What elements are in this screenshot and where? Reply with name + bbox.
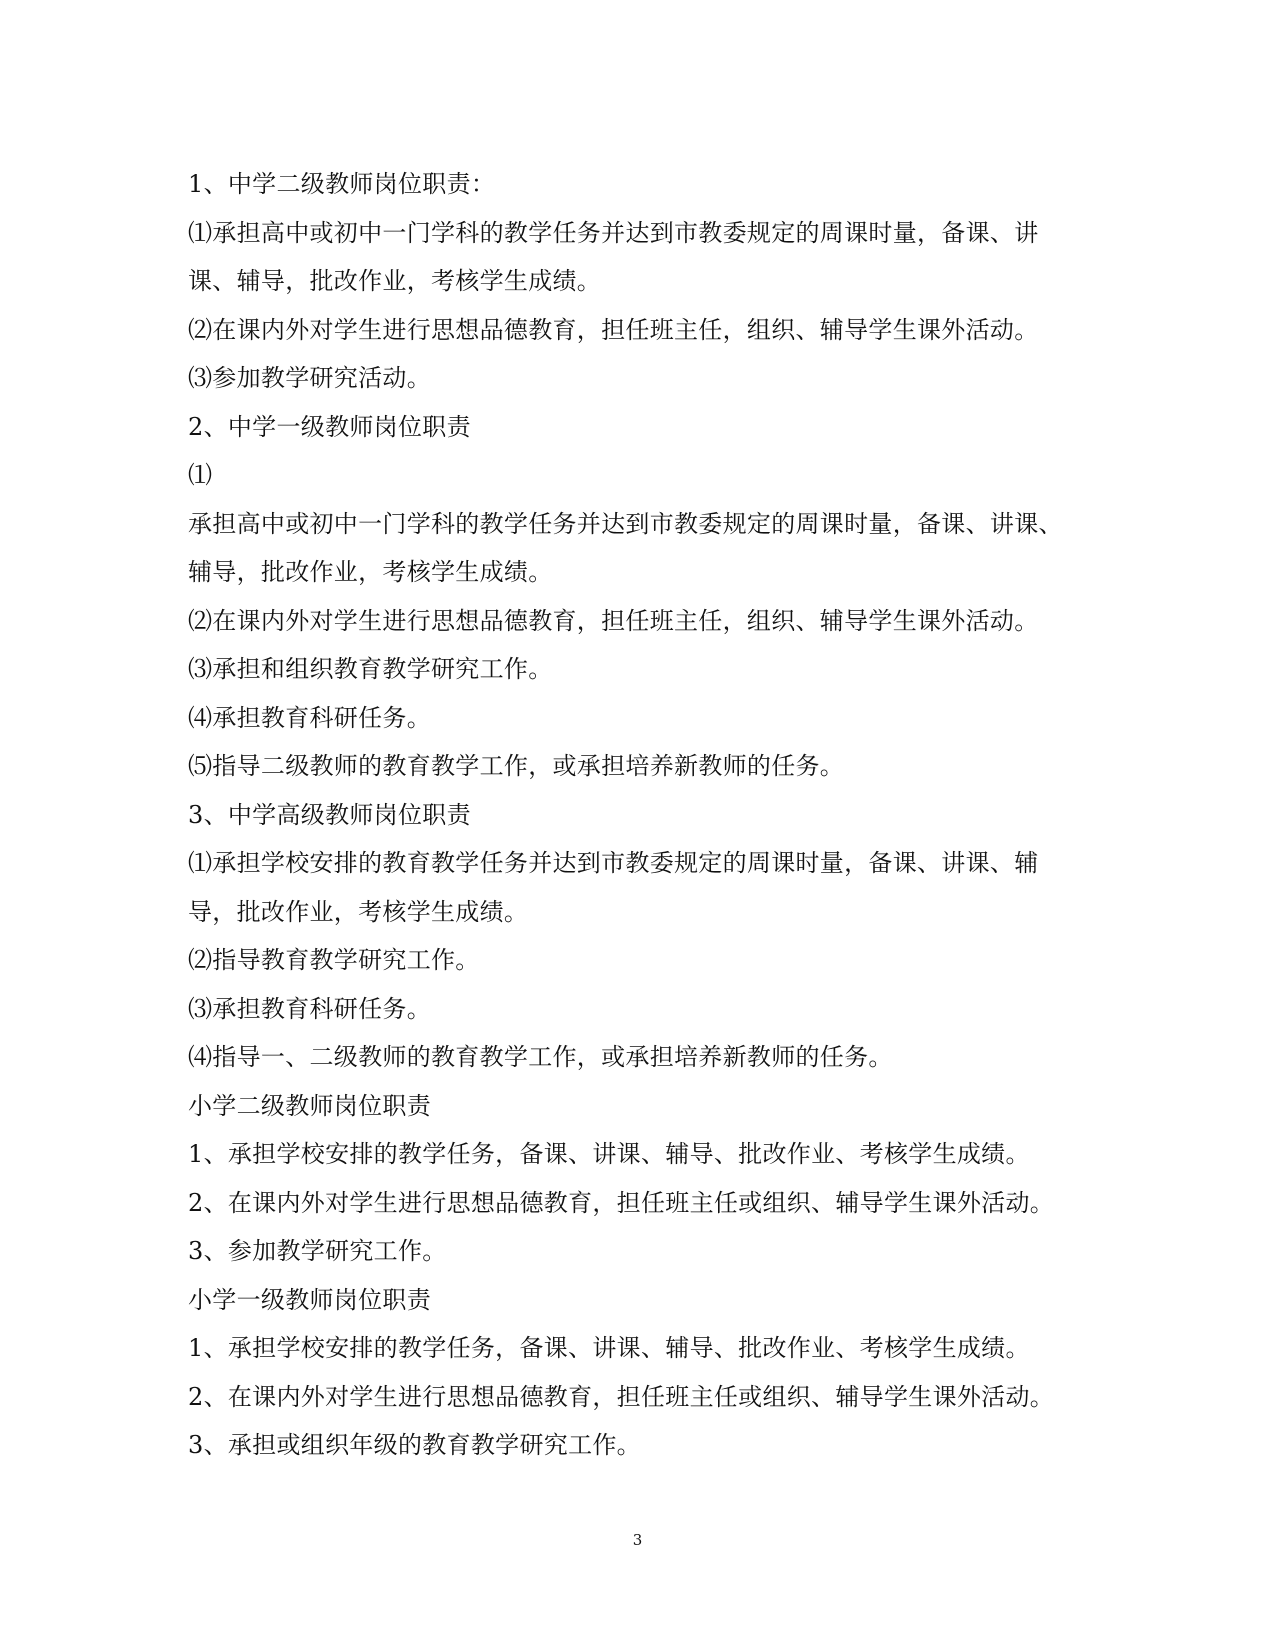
paragraph-line: 辅导，批改作业，考核学生成绩。 [188, 558, 553, 586]
section-heading-primary-grade-1: 小学一级教师岗位职责 [188, 1285, 431, 1314]
paragraph-line: 2、在课内外对学生进行思想品德教育，担任班主任或组织、辅导学生课外活动。 [188, 1188, 1055, 1217]
paragraph-line: 课、辅导，批改作业，考核学生成绩。 [188, 267, 602, 295]
paragraph-line: ⑵在课内外对学生进行思想品德教育，担任班主任，组织、辅导学生课外活动。 [188, 606, 1039, 635]
paragraph-line: 1、承担学校安排的教学任务，备课、讲课、辅导、批改作业、考核学生成绩。 [188, 1140, 1030, 1168]
paragraph-line: ⑴承担高中或初中一门学科的教学任务并达到市教委规定的周课时量，备课、讲 [188, 218, 1039, 247]
paragraph-line: 3、参加教学研究工作。 [188, 1237, 447, 1265]
paragraph-line: ⑸指导二级教师的教育教学工作，或承担培养新教师的任务。 [188, 752, 845, 780]
section-heading-primary-grade-2: 小学二级教师岗位职责 [188, 1091, 431, 1120]
section-heading-middle-school-grade-1: 2、中学一级教师岗位职责 [188, 412, 471, 441]
paragraph-line: 3、承担或组织年级的教育教学研究工作。 [188, 1431, 641, 1459]
paragraph-line: 承担高中或初中一门学科的教学任务并达到市教委规定的周课时量，备课、讲课、 [188, 509, 1063, 538]
paragraph-line: ⑶参加教学研究活动。 [188, 364, 431, 392]
paragraph-line: ⑶承担和组织教育教学研究工作。 [188, 655, 553, 683]
paragraph-line: ⑴承担学校安排的教育教学任务并达到市教委规定的周课时量，备课、讲课、辅 [188, 849, 1039, 877]
paragraph-line: ⑴ [188, 461, 213, 489]
paragraph-line: ⑵在课内外对学生进行思想品德教育，担任班主任，组织、辅导学生课外活动。 [188, 315, 1039, 344]
paragraph-line: 2、在课内外对学生进行思想品德教育，担任班主任或组织、辅导学生课外活动。 [188, 1382, 1055, 1411]
paragraph-line: 1、承担学校安排的教学任务，备课、讲课、辅导、批改作业、考核学生成绩。 [188, 1334, 1030, 1362]
paragraph-line: ⑷指导一、二级教师的教育教学工作，或承担培养新教师的任务。 [188, 1043, 893, 1071]
paragraph-line: 导，批改作业，考核学生成绩。 [188, 897, 529, 926]
paragraph-line: ⑷承担教育科研任务。 [188, 703, 431, 732]
paragraph-line: ⑵指导教育教学研究工作。 [188, 946, 480, 974]
body-text [188, 160, 1088, 1470]
page-number: 3 [632, 1531, 643, 1549]
section-heading-middle-school-grade-2: 1、中学二级教师岗位职责： [188, 170, 496, 198]
section-heading-middle-school-senior: 3、中学高级教师岗位职责 [188, 800, 471, 829]
paragraph-line: ⑶承担教育科研任务。 [188, 994, 431, 1023]
